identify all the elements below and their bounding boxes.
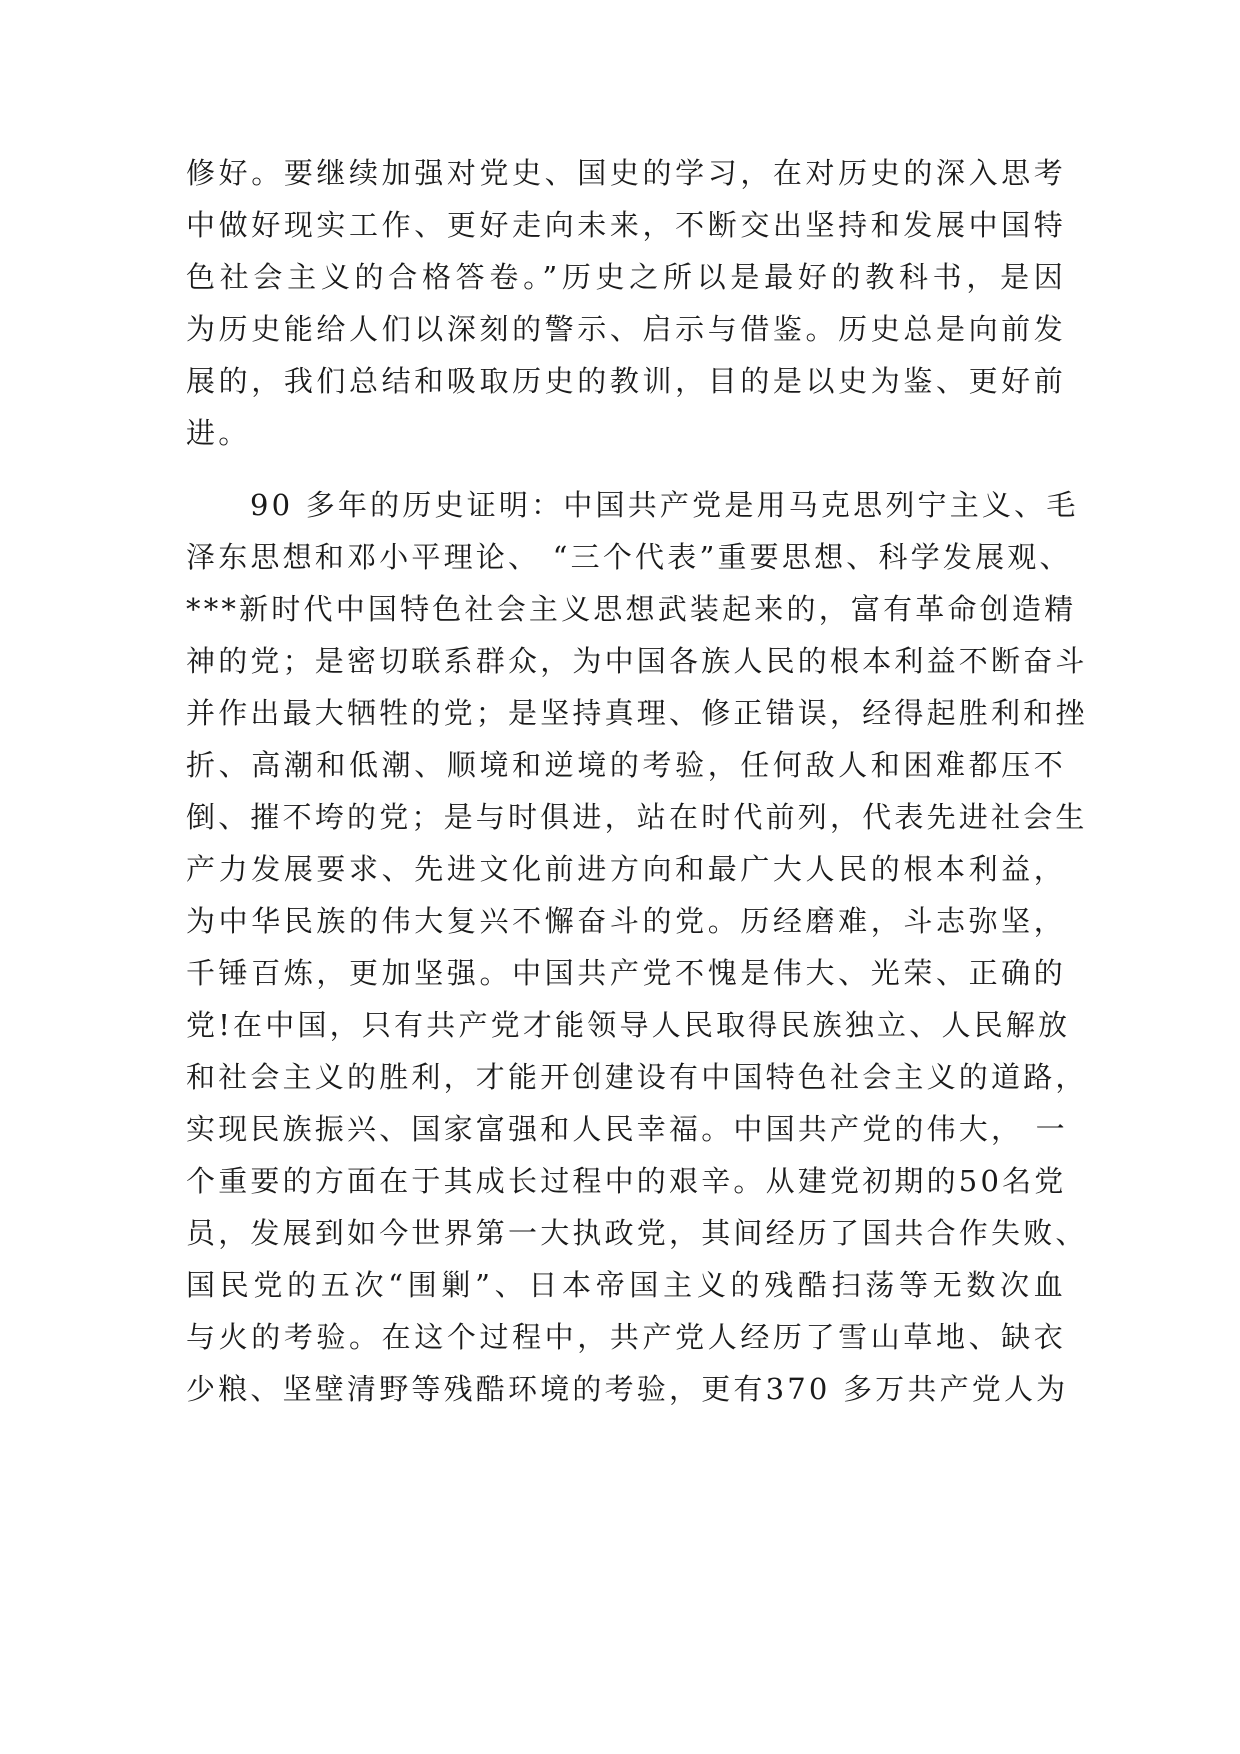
text-line: 90 多年的历史证明：中国共产党是用马克思列宁主义、毛 [250, 488, 1079, 522]
text-line: 为中华民族的伟大复兴不懈奋斗的党。历经磨难，斗志弥坚， [186, 904, 1066, 938]
text-line: 员，发展到如今世界第一大执政党，其间经历了国共合作失败、 [186, 1216, 1088, 1250]
text-line: ***新时代中国特色社会主义思想武装起来的，富有革命创造精 [186, 592, 1077, 626]
text-line: 国民党的五次“围剿”、日本帝国主义的残酷扫荡等无数次血 [186, 1268, 1066, 1302]
text-line: 少粮、坚壁清野等残酷环境的考验，更有370 多万共产党人为 [186, 1372, 1069, 1406]
text-line: 产力发展要求、先进文化前进方向和最广大人民的根本利益， [186, 852, 1066, 886]
text-line: 泽东思想和邓小平理论、 “三个代表”重要思想、科学发展观、 [186, 540, 1072, 574]
text-line: 并作出最大牺牲的党；是坚持真理、修正错误，经得起胜利和挫 [186, 696, 1088, 730]
text-line: 倒、摧不垮的党；是与时俱进，站在时代前列，代表先进社会生 [186, 800, 1088, 834]
text-line: 为历史能给人们以深刻的警示、启示与借鉴。历史总是向前发 [186, 312, 1066, 346]
text-line: 和社会主义的胜利，才能开创建设有中国特色社会主义的道路， [186, 1060, 1088, 1094]
text-line: 色社会主义的合格答卷。”历史之所以是最好的教科书，是因 [186, 260, 1066, 294]
text-line: 展的，我们总结和吸取历史的教训，目的是以史为鉴、更好前 [186, 364, 1066, 398]
text-line: 千锤百炼，更加坚强。中国共产党不愧是伟大、光荣、正确的 [186, 956, 1066, 990]
text-line: 神的党；是密切联系群众，为中国各族人民的根本利益不断奋斗 [186, 644, 1088, 678]
text-line: 修好。要继续加强对党史、国史的学习，在对历史的深入思考 [186, 156, 1066, 190]
text-line: 折、高潮和低潮、顺境和逆境的考验，任何敌人和困难都压不 [186, 748, 1066, 782]
text-line: 进。 [186, 416, 251, 450]
paragraph-continuation [186, 147, 1066, 459]
text-line: 实现民族振兴、国家富强和人民幸福。中国共产党的伟大， 一 [186, 1112, 1068, 1146]
text-line: 党!在中国，只有共产党才能领导人民取得民族独立、人民解放 [186, 1008, 1071, 1042]
text-line: 中做好现实工作、更好走向未来，不断交出坚持和发展中国特 [186, 208, 1066, 242]
paragraph-party-history [186, 479, 1088, 1415]
text-line: 与火的考验。在这个过程中，共产党人经历了雪山草地、缺衣 [186, 1320, 1066, 1354]
text-line: 个重要的方面在于其成长过程中的艰辛。从建党初期的50名党 [186, 1164, 1067, 1198]
